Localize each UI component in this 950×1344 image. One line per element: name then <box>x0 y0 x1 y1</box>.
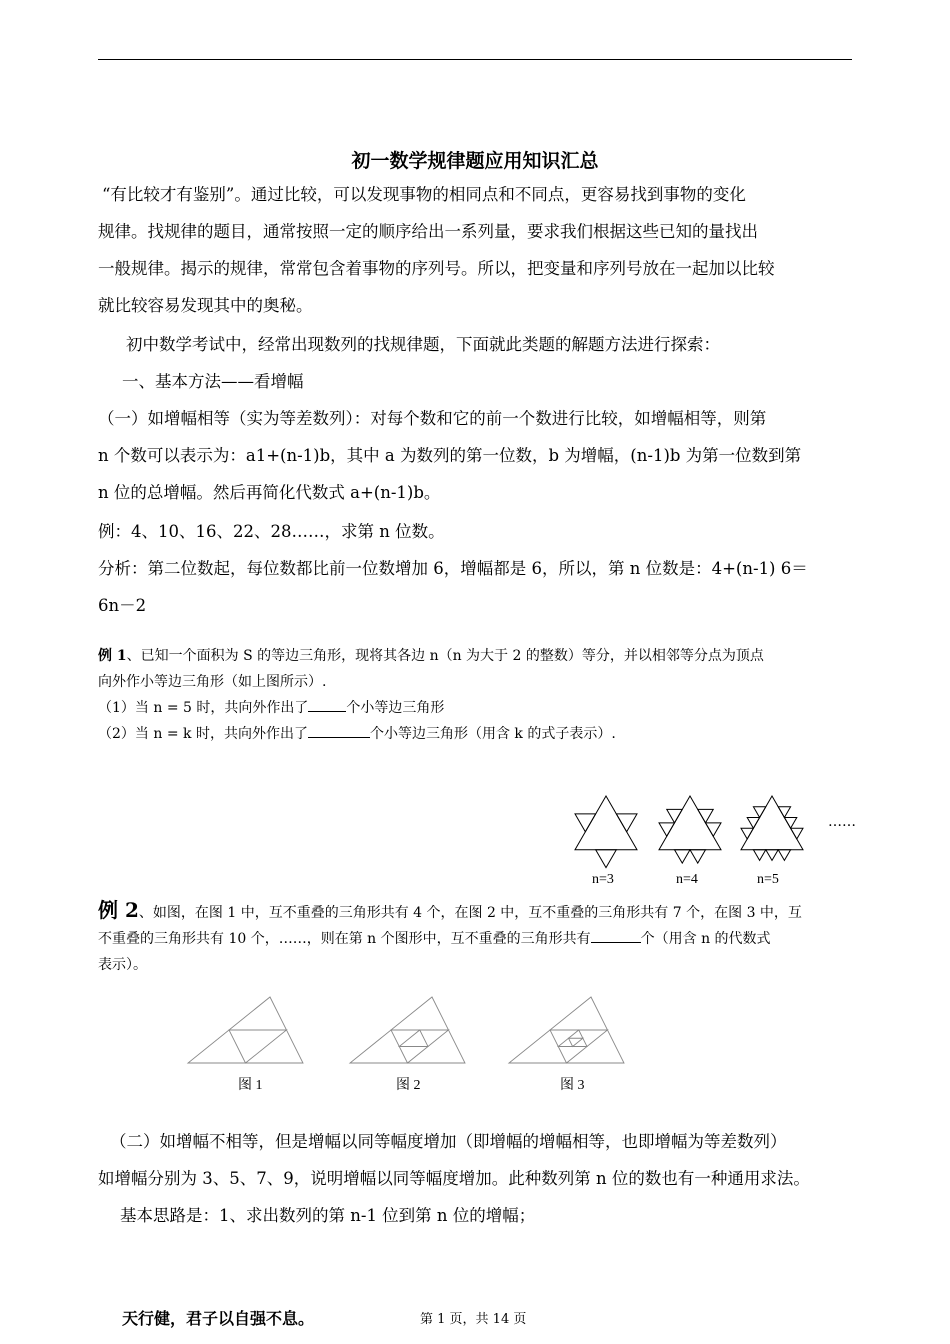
part2-line: （二）如增幅不相等，但是增幅以同等幅度增加（即增幅的增幅相等，也即增幅为等差数列） <box>110 1132 787 1151</box>
page-number: 第 1 页，共 14 页 <box>420 1312 527 1327</box>
small-outer-triangle <box>741 828 753 839</box>
small-outer-triangle <box>747 817 759 828</box>
analysis-paragraph <box>98 550 858 624</box>
ex2-line: 表示）。 <box>98 957 147 973</box>
ex1-line: 向外作小等边三角形（如上图所示）. <box>98 674 327 690</box>
footer-motto: 天行健，君子以自强不息。 <box>122 1309 315 1328</box>
intro-line: 就比较容易发现其中的奥秘。 <box>98 296 313 315</box>
intro-line: 规律。找规律的题目，通常按照一定的顺序给出一系列量，要求我们根据这些已知的量找出 <box>98 222 758 241</box>
caption-fig2: 图 2 <box>396 1078 421 1093</box>
small-outer-triangle <box>616 814 637 832</box>
caption-fig1: 图 1 <box>238 1078 263 1093</box>
ex2-label: 例 2 <box>98 898 139 922</box>
ex1-q2-suffix: 个小等边三角形（用含 k 的式子表示）. <box>369 726 616 742</box>
part1-line: n 位的总增幅。然后再简化代数式 a+(n-1)b。 <box>98 483 441 502</box>
intro-paragraph <box>98 176 858 324</box>
small-outer-triangle <box>753 850 765 861</box>
ex2-line <box>98 926 868 952</box>
answer-blank[interactable] <box>308 697 346 712</box>
small-outer-triangle <box>596 850 617 868</box>
page-title: 初一数学规律题应用知识汇总 <box>351 150 599 172</box>
header-rule <box>98 59 852 60</box>
ex2-text2: 不重叠的三角形共有 10 个，……，则在第 n 个图形中，互不重叠的三角形共有 <box>98 931 591 947</box>
ex2-block <box>98 897 868 978</box>
small-outer-triangle <box>778 807 790 818</box>
ex2-line <box>98 897 868 926</box>
ex1-block <box>98 643 868 747</box>
ex1-q1 <box>98 695 868 721</box>
midpoint-triangle <box>229 1030 287 1063</box>
ex1-q1-suffix: 个小等边三角形 <box>346 700 445 716</box>
part1-line: （一）如增幅相等（实为等差数列）：对每个数和它的前一个数进行比较，如增幅相等，则第 <box>98 409 767 428</box>
ex1-q2 <box>98 721 868 747</box>
lead-text: 初中数学考试中，经常出现数列的找规律题，下面就此类题的解题方法进行探索： <box>126 335 720 354</box>
midpoint-triangle <box>569 1038 583 1046</box>
intro-line: “有比较才有鉴别”。通过比较，可以发现事物的相同点和不同点，更容易找到事物的变化 <box>102 185 746 204</box>
part1-line: n 个数可以表示为：a1+(n-1)b，其中 a 为数列的第一位数，b 为增幅，(n-1)b 为第一位数到第 <box>98 446 802 465</box>
ex1-label: 例 1 <box>98 648 127 664</box>
small-outer-triangle <box>766 850 778 861</box>
answer-blank[interactable] <box>591 928 641 943</box>
intro-line: 一般规律。揭示的规律，常常包含着事物的序列号。所以，把变量和序列号放在一起加以比较 <box>98 259 775 278</box>
caption-n5: n=5 <box>757 872 779 887</box>
ex1-q2-text: （2）当 n = k 时，共向外作出了 <box>98 726 308 742</box>
ex2-text2-suffix: 个（用含 n 的代数式 <box>640 931 771 947</box>
caption-n4: n=4 <box>676 872 698 887</box>
small-outer-triangle <box>778 850 790 861</box>
small-outer-triangle <box>791 828 803 839</box>
caption-fig3: 图 3 <box>560 1078 585 1093</box>
small-outer-triangle <box>753 807 765 818</box>
small-outer-triangle <box>575 814 596 832</box>
part2-line: 基本思路是：1、求出数列的第 n-1 位到第 n 位的增幅； <box>120 1206 536 1225</box>
small-outer-triangle <box>690 850 706 863</box>
ex1-q1-text: （1）当 n = 5 时，共向外作出了 <box>98 700 309 716</box>
ex1-line <box>98 643 868 669</box>
caption-n3: n=3 <box>592 872 614 887</box>
midpoint-triangle <box>399 1030 428 1047</box>
analysis-line: 分析：第二位数起，每位数都比前一位数增加 6，增幅都是 6，所以，第 n 位数是：4+(n-1) 6＝ <box>98 559 808 578</box>
analysis-line: 6n－2 <box>98 596 147 615</box>
small-outer-triangle <box>706 823 722 836</box>
part2-paragraph <box>98 1123 898 1234</box>
section-heading: 一、基本方法——看增幅 <box>122 372 304 391</box>
ex2-text: 、如图，在图 1 中，互不重叠的三角形共有 4 个，在图 2 中，互不重叠的三角形共有 7 个，在图 3 中，互 <box>138 905 802 921</box>
small-outer-triangle <box>675 850 691 863</box>
answer-blank[interactable] <box>308 723 370 738</box>
nested-triangle-figures <box>180 990 640 1070</box>
example-text: 例：4、10、16、22、28……，求第 n 位数。 <box>98 522 445 541</box>
part1-paragraph <box>98 400 858 511</box>
small-outer-triangle <box>784 817 796 828</box>
part2-line: 如增幅分别为 3、5、7、9，说明增幅以同等幅度增加。此种数列第 n 位的数也有一种通用求法。 <box>98 1169 810 1188</box>
ex1-text: 、已知一个面积为 S 的等边三角形，现将其各边 n（n 为大于 2 的整数）等分，并以相邻等分点为顶点 <box>126 648 764 664</box>
small-outer-triangle <box>698 809 714 822</box>
small-outer-triangle <box>659 823 675 836</box>
small-outer-triangle <box>667 809 683 822</box>
ellipsis: …… <box>828 814 856 830</box>
main-triangle <box>575 796 637 850</box>
